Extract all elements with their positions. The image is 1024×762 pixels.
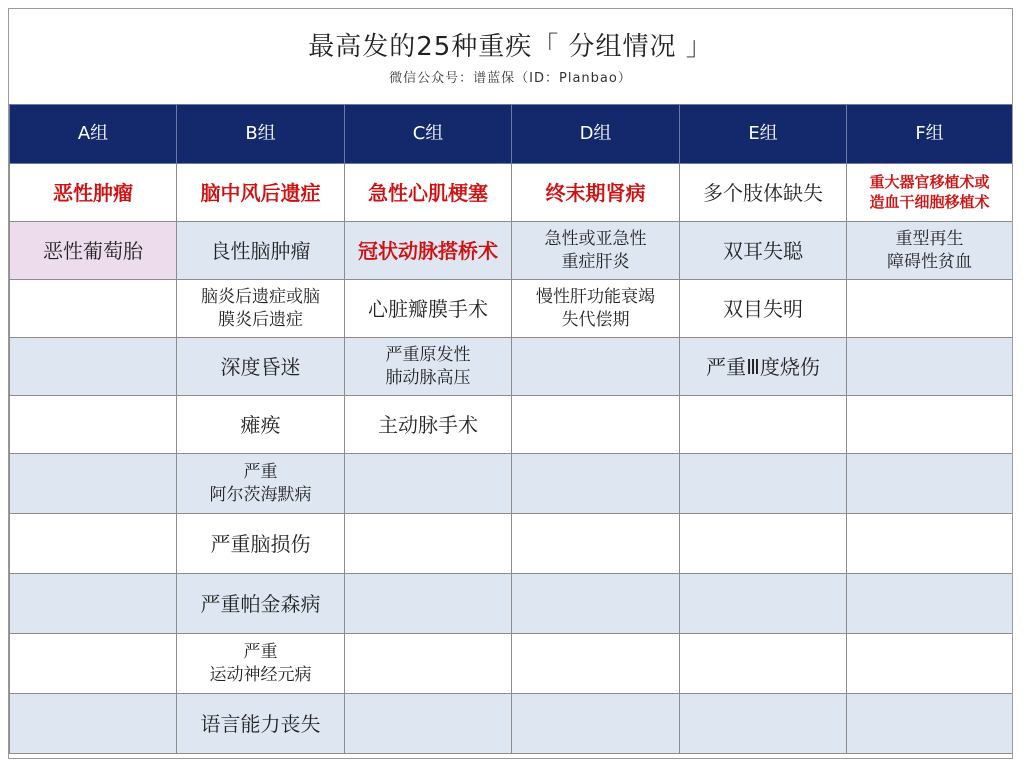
cell-text-line: 重大器官移植术或 <box>869 173 990 191</box>
cell-f-3 <box>847 280 1013 338</box>
page-title: 最高发的25种重疾「 分组情况 」 <box>308 32 713 62</box>
table-row <box>10 164 1013 222</box>
cell-text-line: 肺动脉高压 <box>385 367 471 388</box>
cell-text-line: 慢性肝功能衰竭 <box>536 287 655 308</box>
cell-e-5 <box>680 396 847 454</box>
cell-text-line: 运动神经元病 <box>209 664 312 685</box>
cell-a-10 <box>10 694 177 754</box>
table-row <box>10 574 1013 634</box>
cell-b-9 <box>177 634 345 694</box>
column-header-c: C组 <box>345 105 512 164</box>
cell-d-8 <box>512 574 680 634</box>
disease-group-table <box>9 104 1013 754</box>
cell-e-6 <box>680 454 847 514</box>
cell-f-9 <box>847 634 1013 694</box>
table-row <box>10 634 1013 694</box>
table-row <box>10 222 1013 280</box>
cell-f-2 <box>847 222 1013 280</box>
cell-d-1: 终末期肾病 <box>512 164 680 222</box>
cell-a-5 <box>10 396 177 454</box>
cell-text-line: 膜炎后遗症 <box>218 309 303 330</box>
column-header-a: A组 <box>10 105 177 164</box>
cell-text-line: 重症肝炎 <box>561 251 630 272</box>
header-row <box>10 105 1013 164</box>
cell-a-6 <box>10 454 177 514</box>
table-row <box>10 694 1013 754</box>
title-block <box>9 9 1012 104</box>
cell-f-4 <box>847 338 1013 396</box>
cell-c-10 <box>345 694 512 754</box>
cell-e-1: 多个肢体缺失 <box>680 164 847 222</box>
cell-d-3 <box>512 280 680 338</box>
table-row <box>10 338 1013 396</box>
cell-a-3 <box>10 280 177 338</box>
cell-text-line: 障碍性贫血 <box>887 251 972 272</box>
cell-text-line: 脑炎后遗症或脑 <box>201 287 320 308</box>
cell-f-6 <box>847 454 1013 514</box>
cell-e-2: 双耳失聪 <box>680 222 847 280</box>
page-subtitle: 微信公众号：谱蓝保（ID：Planbao） <box>389 71 632 86</box>
cell-text-line: 严重 <box>243 462 278 483</box>
cell-text-line: 失代偿期 <box>561 309 630 330</box>
cell-c-5: 主动脉手术 <box>345 396 512 454</box>
cell-text-line: 阿尔茨海默病 <box>209 484 312 505</box>
cell-e-10 <box>680 694 847 754</box>
cell-d-9 <box>512 634 680 694</box>
cell-d-10 <box>512 694 680 754</box>
cell-text-line: 重型再生 <box>895 229 964 250</box>
table-row <box>10 280 1013 338</box>
cell-b-1: 脑中风后遗症 <box>177 164 345 222</box>
cell-a-8 <box>10 574 177 634</box>
column-header-b: B组 <box>177 105 345 164</box>
cell-f-7 <box>847 514 1013 574</box>
cell-e-9 <box>680 634 847 694</box>
cell-f-1 <box>847 164 1013 222</box>
table-row <box>10 514 1013 574</box>
cell-b-7: 严重脑损伤 <box>177 514 345 574</box>
cell-c-8 <box>345 574 512 634</box>
cell-a-2: 恶性葡萄胎 <box>10 222 177 280</box>
cell-b-5: 瘫痪 <box>177 396 345 454</box>
column-header-d: D组 <box>512 105 680 164</box>
cell-d-4 <box>512 338 680 396</box>
cell-e-8 <box>680 574 847 634</box>
cell-b-2: 良性脑肿瘤 <box>177 222 345 280</box>
cell-f-8 <box>847 574 1013 634</box>
cell-c-4 <box>345 338 512 396</box>
cell-b-4: 深度昏迷 <box>177 338 345 396</box>
column-header-e: E组 <box>680 105 847 164</box>
cell-a-7 <box>10 514 177 574</box>
cell-a-1: 恶性肿瘤 <box>10 164 177 222</box>
cell-b-6 <box>177 454 345 514</box>
cell-c-3: 心脏瓣膜手术 <box>345 280 512 338</box>
cell-d-6 <box>512 454 680 514</box>
cell-text-line: 造血干细胞移植术 <box>869 192 990 211</box>
cell-a-9 <box>10 634 177 694</box>
cell-d-7 <box>512 514 680 574</box>
cell-e-7 <box>680 514 847 574</box>
cell-c-7 <box>345 514 512 574</box>
cell-b-10: 语言能力丧失 <box>177 694 345 754</box>
cell-text-line: 严重 <box>243 642 278 663</box>
cell-f-5 <box>847 396 1013 454</box>
cell-c-2: 冠状动脉搭桥术 <box>345 222 512 280</box>
cell-c-6 <box>345 454 512 514</box>
cell-c-9 <box>345 634 512 694</box>
cell-f-10 <box>847 694 1013 754</box>
cell-c-1: 急性心肌梗塞 <box>345 164 512 222</box>
cell-e-3: 双目失明 <box>680 280 847 338</box>
cell-d-5 <box>512 396 680 454</box>
cell-b-3 <box>177 280 345 338</box>
cell-e-4: 严重Ⅲ度烧伤 <box>680 338 847 396</box>
cell-d-2 <box>512 222 680 280</box>
table-row <box>10 396 1013 454</box>
column-header-f: F组 <box>847 105 1013 164</box>
table-row <box>10 454 1013 514</box>
cell-a-4 <box>10 338 177 396</box>
cell-b-8: 严重帕金森病 <box>177 574 345 634</box>
cell-text-line: 急性或亚急性 <box>544 229 647 250</box>
table-frame <box>8 8 1013 759</box>
cell-text-line: 严重原发性 <box>385 345 471 366</box>
